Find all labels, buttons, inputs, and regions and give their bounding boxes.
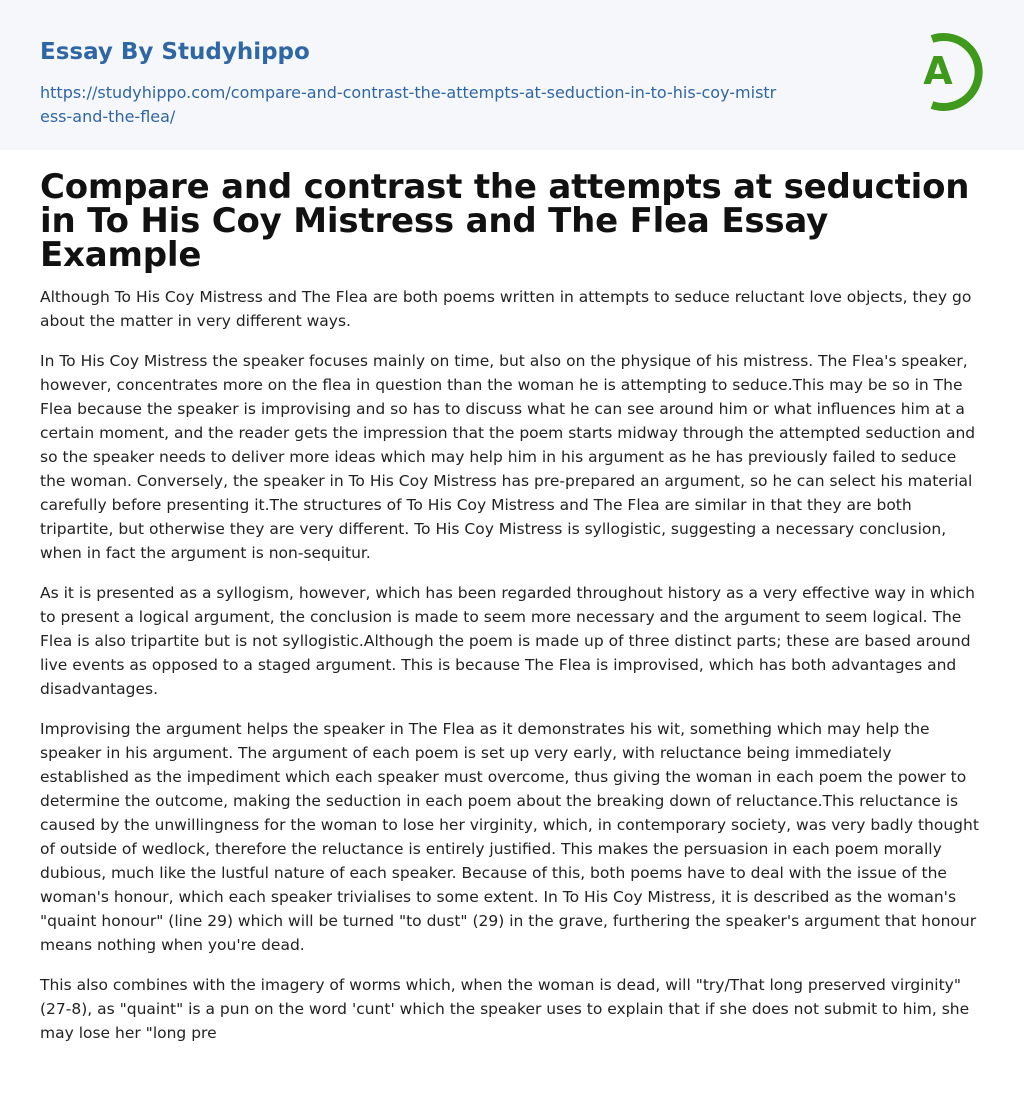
article-paragraph: Although To His Coy Mistress and The Flea are both poems written in attempts to seduce reluctant love objects, they go about the matter in very different ways. bbox=[40, 288, 972, 330]
studyhippo-logo-icon[interactable] bbox=[912, 30, 984, 114]
site-brand[interactable]: Essay By Studyhippo bbox=[40, 39, 310, 65]
logo-letter: A bbox=[923, 49, 953, 93]
article-paragraph: Improvising the argument helps the speaker in The Flea as it demonstrates his wit, something which may help the speaker in his argument. The argument of each poem is set up very early, with reluctance being immediately established as the impediment which each speaker must overcome, thus giving the woman in each poem the power to determine the outcome, making the seduction in each poem about the breaking down of reluctance.This reluctance is caused by the unwillingness for the woman to lose her virginity, which, in contemporary society, was very badly thought of outside of wedlock, therefore the reluctance is entirely justified. This makes the persuasion in each poem morally dubious, much like the lustful nature of each speaker. Because of this, both poems have to deal with the issue of the woman's honour, which each speaker trivialises to some extent. In To His Coy Mistress, it is described as the woman's "quaint honour" (line 29) which will be turned "to dust" (29) in the grave, furthering the speaker's argument that honour means nothing when you're dead. bbox=[40, 720, 979, 954]
article-paragraph: In To His Coy Mistress the speaker focuses mainly on time, but also on the physique of his mistress. The Flea's speaker, however, concentrates more on the flea in question than the woman he is attempting to seduce.This may be so in The Flea because the speaker is improvising and so has to discuss what he can see around him or what influences him at a certain moment, and the reader gets the impression that the poem starts midway through the attempted seduction and so the speaker needs to deliver more ideas which may help him in his argument as he has previously failed to seduce the woman. Conversely, the speaker in To His Coy Mistress has pre-prepared an argument, so he can select his material carefully before presenting it.The structures of To His Coy Mistress and The Flea are similar in that they are both tripartite, but otherwise they are very different. To His Coy Mistress is syllogistic, suggesting a necessary conclusion, when in fact the argument is non-sequitur. bbox=[40, 352, 976, 562]
article-title: Compare and contrast the attempts at seduction in To His Coy Mistress and The Flea Essay Example bbox=[40, 167, 970, 275]
article-paragraph: As it is presented as a syllogism, however, which has been regarded throughout history as a very effective way in which to present a logical argument, the conclusion is made to seem more necessary and the argument to seem logical. The Flea is also tripartite but is not syllogistic.Although the poem is made up of three distinct parts; these are based around live events as opposed to a staged argument. This is because The Flea is improvised, which has both advantages and disadvantages. bbox=[40, 584, 975, 698]
article-url-link[interactable]: https://studyhippo.com/compare-and-contrast-the-attempts-at-seduction-in-to-his-coy-mistress-and-the-flea/ bbox=[40, 83, 777, 127]
article-paragraph: This also combines with the imagery of worms which, when the woman is dead, will "try/That long preserved virginity" (27-8), as "quaint" is a pun on the word 'cunt' which the speaker uses to explain that if she does not submit to him, she may lose her "long pre bbox=[40, 976, 970, 1042]
article-body bbox=[0, 150, 1024, 1045]
site-header bbox=[0, 0, 1024, 150]
